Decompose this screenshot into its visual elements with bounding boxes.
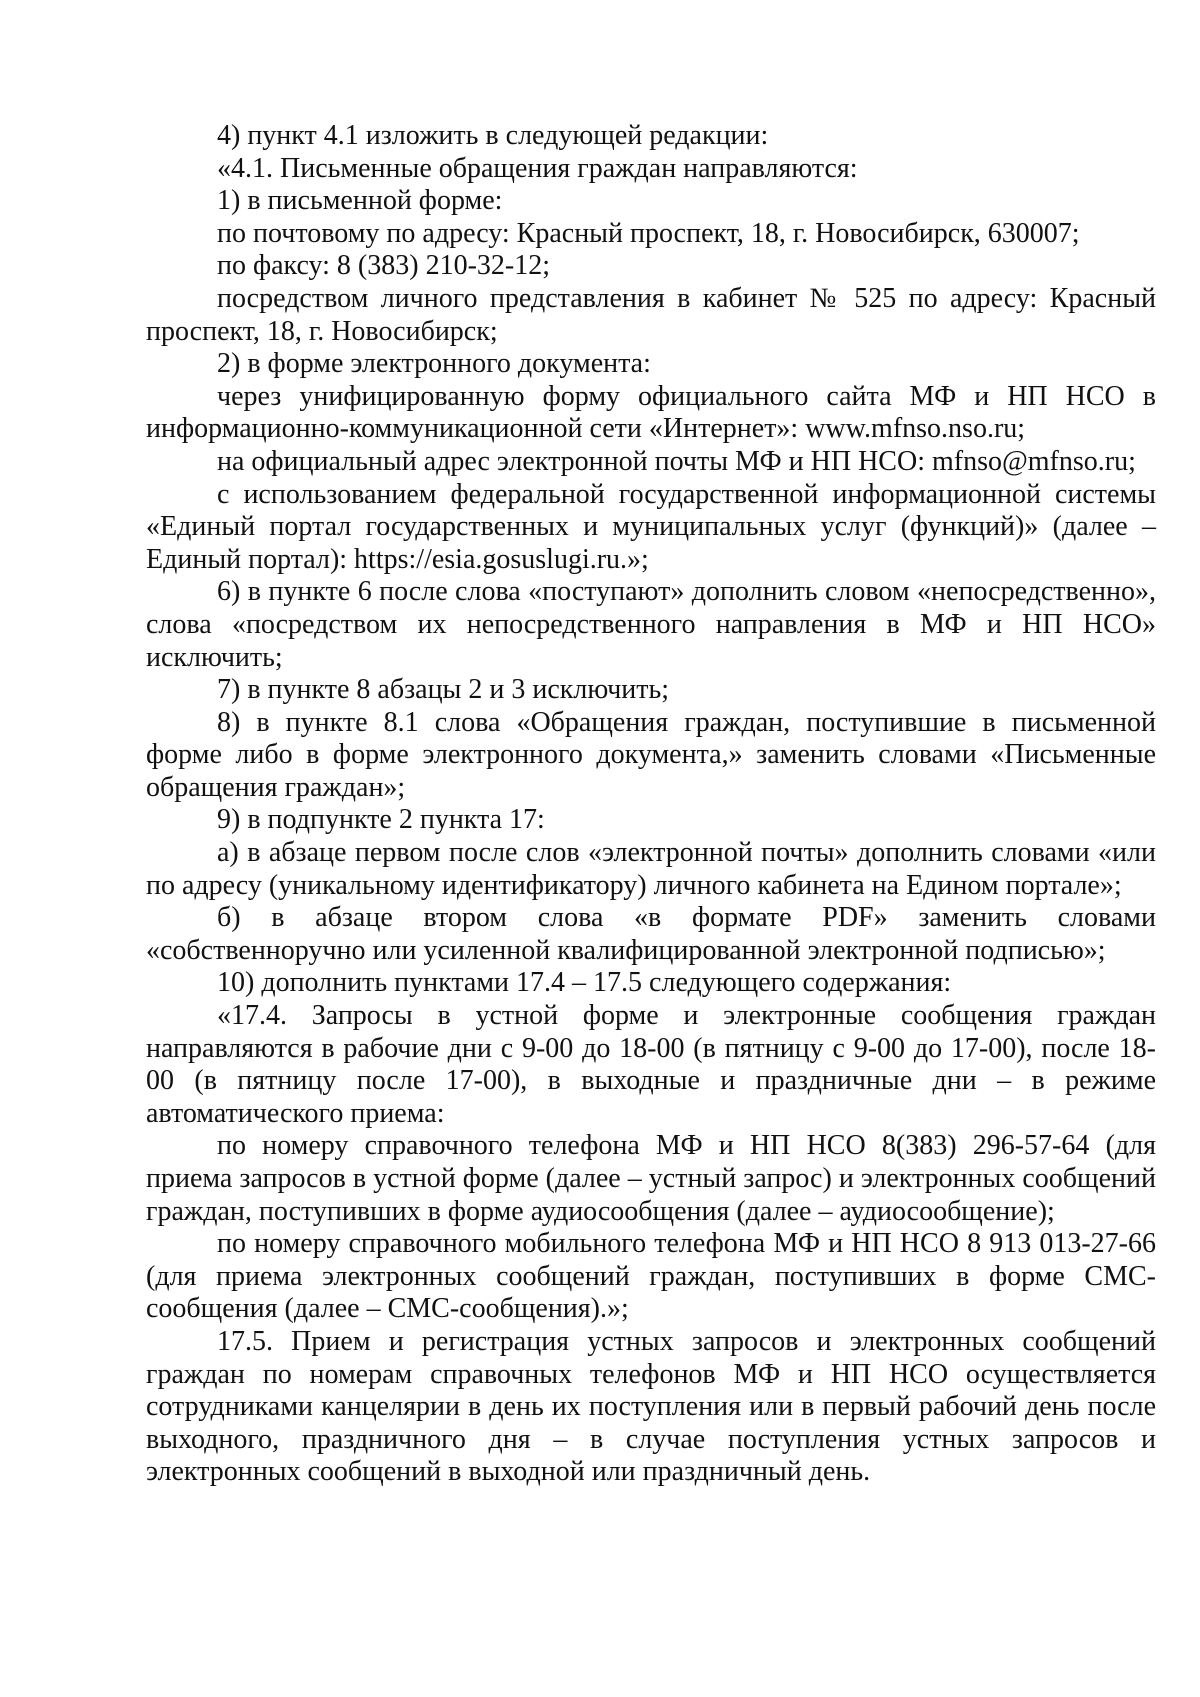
paragraph: по почтовому по адресу: Красный проспект, 18, г. Новосибирск, 630007; — [217, 217, 1080, 249]
paragraph: по номеру справочного мобильного телефона МФ и НП НСО 8 913 013-27-66 (для приема электронных сообщений граждан, поступивших в форме СМС-сообщения (далее – СМС-сообщения).»; — [146, 1228, 1156, 1325]
paragraph: «17.4. Запросы в устной форме и электронные сообщения граждан направляются в рабочие дни с 9-00 до 18-00 (в пятницу с 9-00 до 17-00), после 18-00 (в пятницу после 17-00), в выходные и праздничные дни – в режиме автоматического приема: — [146, 1000, 1156, 1129]
paragraph: 4) пункт 4.1 изложить в следующей редакции: — [217, 120, 769, 151]
paragraph: на официальный адрес электронной почты МФ и НП НСО: mfnso@mfnso.ru; — [217, 445, 1136, 477]
paragraph: а) в абзаце первом после слов «электронной почты» дополнить словами «или по адресу (уникальному идентификатору) личного кабинета на Едином портале»; — [146, 837, 1156, 901]
paragraph: б) в абзаце втором слова «в формате PDF» заменить словами «собственноручно или усиленной квалифицированной электронной подписью»; — [146, 902, 1156, 966]
paragraph: 7) в пункте 8 абзацы 2 и 3 исключить; — [217, 674, 670, 706]
paragraph: по номеру справочного телефона МФ и НП НСО 8(383) 296-57-64 (для приема запросов в устной форме (далее – устный запрос) и электронных сообщений граждан, поступивших в форме аудиосообщения (далее – аудиосообщение); — [146, 1130, 1156, 1227]
paragraph: 1) в письменной форме: — [217, 185, 503, 217]
paragraph: 6) в пункте 6 после слова «поступают» дополнить словом «непосредственно», слова «посредством их непосредственного направления в МФ и НП НСО» исключить; — [146, 576, 1156, 673]
paragraph: с использованием федеральной государственной информационной системы «Единый портал государственных и муниципальных услуг (функций)» (далее – Единый портал): https://esia.gosuslugi.ru.»; — [146, 478, 1156, 575]
paragraph: 17.5. Прием и регистрация устных запросов и электронных сообщений граждан по номерам справочных телефонов МФ и НП НСО осуществляется сотрудниками канцелярии в день их поступления или в первый рабочий день после выходного, праздничного дня – в случае поступления устных запросов и электронных сообщений в выходной или праздничный день. — [146, 1325, 1156, 1488]
paragraph: посредством личного представления в кабинет № 525 по адресу: Красный проспект, 18, г. Новосибирск; — [146, 282, 1156, 347]
paragraph: 10) дополнить пунктами 17.4 – 17.5 следующего содержания: — [217, 967, 952, 999]
document-body — [146, 120, 1156, 1489]
paragraph: через унифицированную форму официального сайта МФ и НП НСО в информационно-коммуникационной сети «Интернет»: www.mfnso.nso.ru; — [146, 380, 1156, 445]
paragraph: «4.1. Письменные обращения граждан направляются: — [217, 152, 858, 184]
paragraph: по факсу: 8 (383) 210-32-12; — [217, 250, 551, 282]
paragraph: 8) в пункте 8.1 слова «Обращения граждан, поступившие в письменной форме либо в форме электронного документа,» заменить словами «Письменные обращения граждан»; — [146, 706, 1156, 803]
paragraph: 9) в подпункте 2 пункта 17: — [217, 804, 545, 836]
paragraph: 2) в форме электронного документа: — [217, 348, 651, 380]
